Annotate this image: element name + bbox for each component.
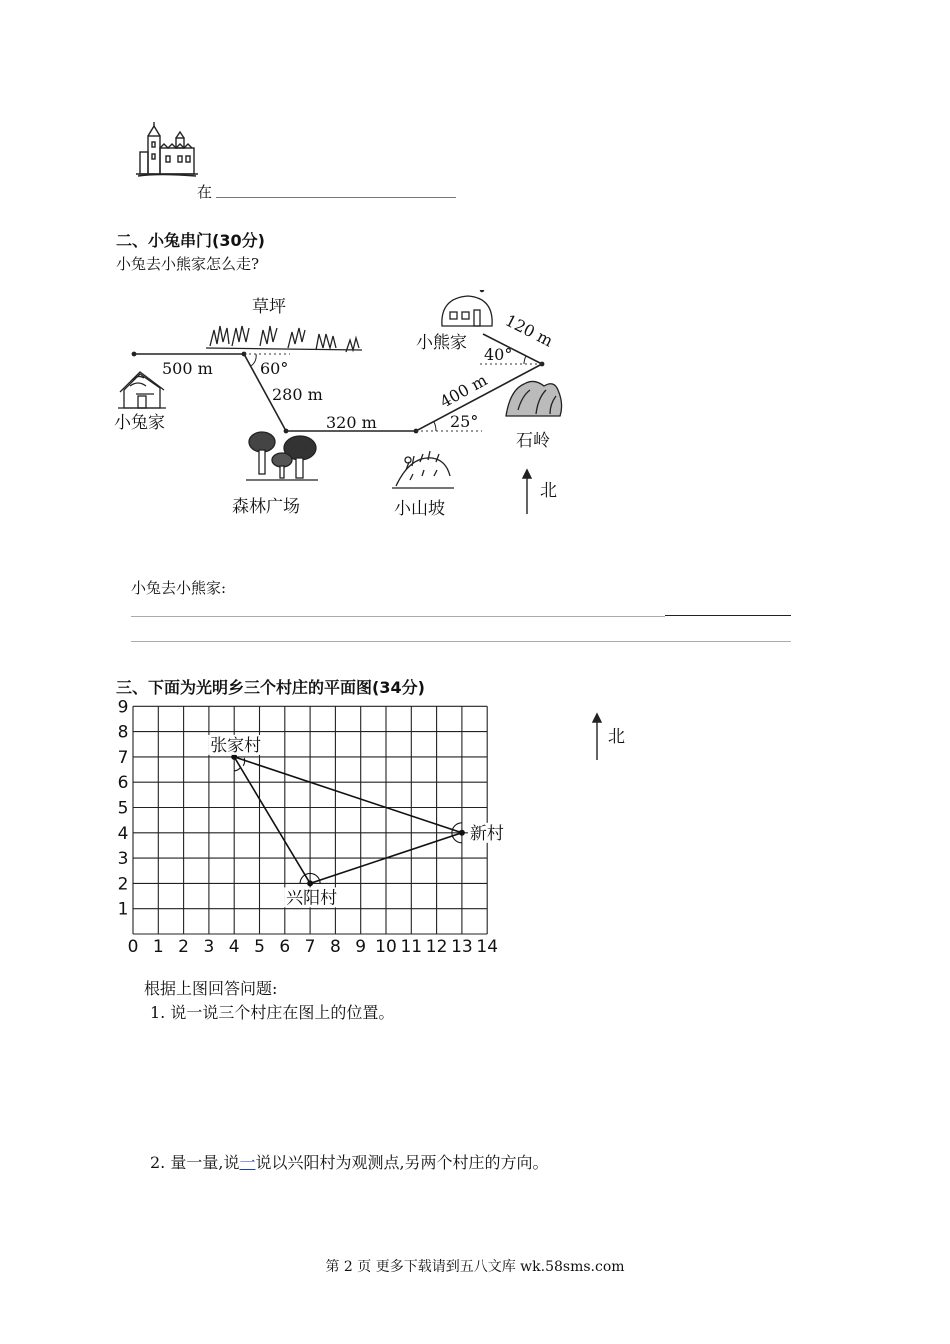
angle-40: 40° (484, 345, 513, 364)
section-2-question: 小兔去小熊家怎么走? (116, 255, 260, 273)
y-tick-label: 8 (117, 722, 129, 743)
x-tick-label: 13 (451, 937, 473, 957)
page-footer: 第 2 页 更多下载请到五八文库 wk.58sms.com (325, 1259, 625, 1275)
x-tick-label: 5 (254, 937, 265, 957)
castle-icon (136, 122, 198, 178)
y-tick-label: 2 (117, 874, 129, 895)
section-3-intro: 根据上图回答问题: (144, 979, 278, 998)
north-arrow-icon (593, 714, 601, 760)
rabbit-home-label: 小兔家 (114, 413, 165, 433)
x-tick-label: 11 (400, 937, 423, 957)
y-tick-label: 1 (117, 899, 129, 920)
village-connections (234, 757, 462, 884)
y-tick-label: 3 (117, 849, 129, 870)
distance-500: 500 m (162, 359, 213, 378)
hill-icon (392, 451, 454, 488)
grid-north-label: 北 (608, 727, 625, 747)
question-1: 1. 说一说三个村庄在图上的位置。 (150, 1003, 395, 1022)
question-2 (150, 1150, 549, 1173)
angle-mark (234, 768, 240, 771)
forest-square-label: 森林广场 (232, 497, 300, 517)
x-tick-label: 14 (476, 937, 499, 957)
mushroom-trees-icon (246, 432, 318, 480)
x-tick-label: 0 (127, 937, 139, 957)
village-point (307, 880, 313, 886)
x-tick-label: 12 (425, 937, 448, 957)
section-2-answer-label: 小兔去小熊家: (131, 579, 227, 597)
bear-home-label: 小熊家 (416, 333, 467, 353)
castle-answer-prefix: 在 (197, 183, 213, 201)
village-point (459, 830, 465, 836)
y-tick-label: 7 (117, 747, 129, 768)
grid-tick-labels (118, 698, 498, 957)
y-tick-label: 4 (117, 823, 129, 844)
bear-house-icon (442, 290, 492, 326)
question-2-link[interactable]: 一 (239, 1153, 256, 1172)
x-tick-label: 1 (152, 937, 164, 957)
distance-400: 400 m (436, 370, 491, 412)
village-label: 兴阳村 (286, 888, 338, 909)
answer-line-1[interactable] (131, 616, 665, 617)
angle-60: 60° (260, 359, 289, 378)
stone-ridge-icon (506, 381, 562, 416)
x-tick-label: 7 (304, 937, 316, 957)
x-tick-label: 10 (375, 937, 397, 957)
y-tick-label: 6 (117, 773, 129, 794)
x-tick-label: 8 (329, 937, 341, 957)
section-3-heading: 三、下面为光明乡三个村庄的平面图(34分) (116, 678, 425, 697)
x-tick-label: 6 (279, 937, 291, 957)
angle-mark (243, 758, 244, 766)
castle-answer-line[interactable] (216, 197, 456, 198)
village-label: 张家村 (210, 735, 262, 756)
section-2-heading: 二、小兔串门(30分) (116, 231, 265, 250)
y-tick-label: 5 (117, 798, 129, 819)
rabbit-house-icon (118, 372, 166, 408)
village-grid-map (110, 698, 650, 960)
grass-icon (206, 326, 362, 352)
lawn-label: 草坪 (252, 297, 286, 317)
answer-line-1-tail (665, 615, 791, 616)
x-tick-label: 2 (178, 937, 190, 957)
distance-120: 120 m (502, 310, 557, 351)
question-2-part-a: 2. 量一量,说 (150, 1153, 240, 1172)
north-arrow-icon (523, 470, 531, 514)
x-tick-label: 3 (203, 937, 215, 957)
village-markers (208, 735, 508, 909)
village-label: 新村 (469, 823, 504, 844)
angle-25: 25° (450, 412, 479, 431)
x-tick-label: 9 (355, 937, 367, 957)
stone-ridge-label: 石岭 (516, 431, 550, 451)
answer-line-2[interactable] (131, 641, 791, 642)
distance-280: 280 m (272, 385, 323, 404)
rabbit-route-map (110, 290, 590, 530)
question-2-part-b: 说以兴阳村为观测点,另两个村庄的方向。 (255, 1153, 549, 1172)
village-triangle (234, 757, 462, 884)
hill-label: 小山坡 (394, 499, 445, 519)
y-tick-label: 9 (117, 698, 129, 718)
x-tick-label: 4 (228, 937, 240, 957)
distance-320: 320 m (326, 413, 377, 432)
north-label: 北 (540, 481, 557, 501)
